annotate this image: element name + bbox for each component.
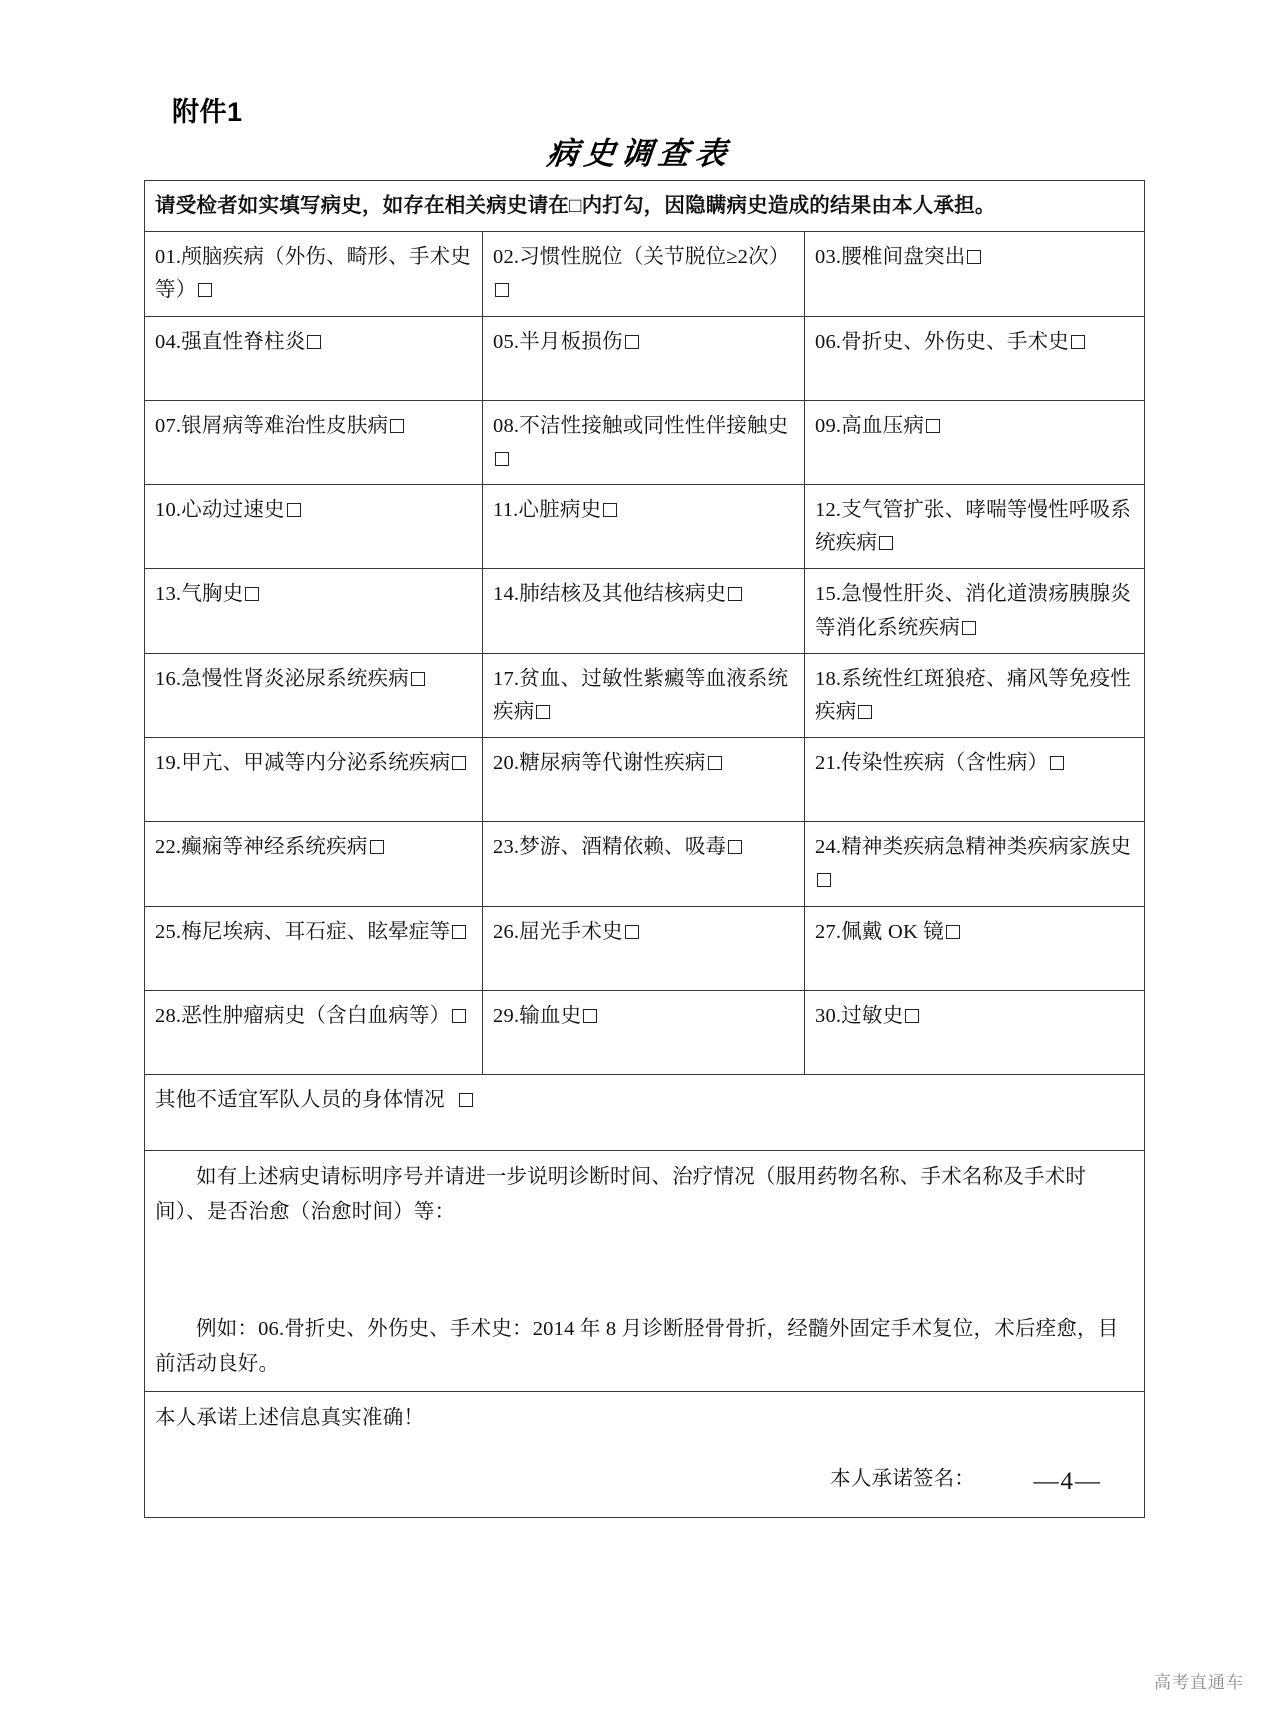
item-cell-17[interactable] — [483, 653, 805, 737]
item-cell-19[interactable] — [145, 738, 483, 822]
item-label: 习惯性脱位（关节脱位≥2次） — [519, 246, 790, 269]
checkbox-icon[interactable] — [1050, 756, 1064, 770]
item-no: 07. — [155, 414, 182, 437]
item-label: 过敏史 — [841, 1004, 904, 1027]
other-condition-label: 其他不适宜军队人员的身体情况 — [155, 1088, 445, 1111]
signature-label[interactable]: 本人承诺签名： — [830, 1468, 976, 1491]
pledge-text: 本人承诺上述信息真实准确！ — [155, 1406, 425, 1429]
table-row — [145, 316, 1145, 400]
checkbox-icon[interactable] — [452, 925, 466, 939]
table-row — [145, 232, 1145, 316]
page-number: —4— — [1033, 1468, 1102, 1495]
item-cell-27[interactable] — [805, 906, 1145, 990]
item-label: 银屑病等难治性皮肤病 — [181, 414, 389, 437]
item-label: 心动过速史 — [181, 499, 285, 522]
item-cell-14[interactable] — [483, 569, 805, 653]
item-cell-08[interactable] — [483, 400, 805, 484]
item-label: 不洁性接触或同性性伴接触史 — [519, 414, 789, 437]
pledge-row — [145, 1391, 1145, 1517]
item-label: 梅尼埃病、耳石症、眩晕症等 — [181, 920, 451, 943]
item-cell-30[interactable] — [805, 990, 1145, 1074]
item-no: 26. — [493, 920, 520, 943]
checkbox-icon[interactable] — [603, 503, 617, 517]
checkbox-icon[interactable] — [495, 452, 509, 466]
item-cell-26[interactable] — [483, 906, 805, 990]
item-label: 传染性疾病（含性病） — [841, 752, 1049, 775]
item-cell-22[interactable] — [145, 822, 483, 906]
attachment-label: 附件1 — [172, 97, 243, 127]
other-condition-row — [145, 1074, 1145, 1150]
item-cell-05[interactable] — [483, 316, 805, 400]
item-cell-06[interactable] — [805, 316, 1145, 400]
item-no: 24. — [815, 836, 842, 859]
checkbox-icon[interactable] — [452, 1009, 466, 1023]
checkbox-icon[interactable] — [967, 250, 981, 264]
instruction-text: 如有上述病史请标明序号并请进一步说明诊断时间、治疗情况（服用药物名称、手术名称及手术时间）、是否治愈（治愈时间）等： — [155, 1165, 1087, 1223]
item-cell-20[interactable] — [483, 738, 805, 822]
item-label: 梦游、酒精依赖、吸毒 — [519, 836, 727, 859]
item-no: 16. — [155, 667, 182, 690]
checkbox-icon[interactable] — [905, 1009, 919, 1023]
item-no: 11. — [493, 499, 519, 522]
checkbox-icon[interactable] — [946, 925, 960, 939]
item-label: 恶性肿瘤病史（含白血病等） — [181, 1004, 451, 1027]
checkbox-icon[interactable] — [625, 335, 639, 349]
item-no: 28. — [155, 1004, 182, 1027]
item-no: 05. — [493, 330, 520, 353]
instruction-row — [145, 1150, 1145, 1391]
item-no: 21. — [815, 752, 842, 775]
item-no: 27. — [815, 920, 842, 943]
checkbox-icon[interactable] — [583, 1009, 597, 1023]
item-no: 17. — [493, 667, 520, 690]
item-cell-03[interactable] — [805, 232, 1145, 316]
item-no: 29. — [493, 1004, 520, 1027]
checkbox-icon[interactable] — [287, 503, 301, 517]
checkbox-icon[interactable] — [708, 756, 722, 770]
item-label: 系统性红斑狼疮、痛风等免疫性疾病 — [815, 667, 1132, 724]
checkbox-icon[interactable] — [370, 840, 384, 854]
medical-history-table — [144, 180, 1145, 1518]
item-cell-24[interactable] — [805, 822, 1145, 906]
item-label: 输血史 — [519, 1004, 582, 1027]
checkbox-icon[interactable] — [390, 419, 404, 433]
checkbox-icon[interactable] — [962, 621, 976, 635]
other-condition-cell[interactable] — [145, 1074, 1145, 1150]
checkbox-icon[interactable] — [728, 840, 742, 854]
item-cell-12[interactable] — [805, 485, 1145, 569]
item-no: 04. — [155, 330, 182, 353]
item-label: 急慢性肝炎、消化道溃疡胰腺炎等消化系统疾病 — [815, 583, 1132, 639]
table-row — [145, 738, 1145, 822]
notice-row — [145, 181, 1145, 232]
item-label: 肺结核及其他结核病史 — [519, 583, 727, 606]
table-row — [145, 653, 1145, 737]
item-label: 急慢性肾炎泌尿系统疾病 — [181, 667, 409, 690]
checkbox-icon[interactable] — [1071, 335, 1085, 349]
item-cell-28[interactable] — [145, 990, 483, 1074]
pledge-cell[interactable] — [145, 1391, 1145, 1517]
checkbox-icon[interactable] — [858, 705, 872, 719]
item-cell-10[interactable] — [145, 485, 483, 569]
item-label: 强直性脊柱炎 — [181, 330, 306, 353]
item-no: 06. — [815, 330, 842, 353]
table-row — [145, 485, 1145, 569]
checkbox-icon[interactable] — [245, 587, 259, 601]
checkbox-icon[interactable] — [625, 925, 639, 939]
item-cell-21[interactable] — [805, 738, 1145, 822]
item-cell-01[interactable] — [145, 232, 483, 316]
item-cell-13[interactable] — [145, 569, 483, 653]
item-label: 半月板损伤 — [519, 330, 623, 353]
item-cell-25[interactable] — [145, 906, 483, 990]
item-no: 14. — [493, 583, 520, 606]
item-cell-09[interactable] — [805, 400, 1145, 484]
item-no: 13. — [155, 583, 182, 606]
item-cell-11[interactable] — [483, 485, 805, 569]
notice-text: 请受检者如实填写病史，如存在相关病史请在□内打勾，因隐瞒病史造成的结果由本人承担。 — [145, 181, 1145, 232]
item-no: 18. — [815, 667, 842, 690]
item-label: 支气管扩张、哮喘等慢性呼吸系统疾病 — [815, 499, 1132, 555]
checkbox-icon[interactable] — [495, 283, 509, 297]
table-row — [145, 400, 1145, 484]
item-no: 23. — [493, 836, 520, 859]
item-cell-04[interactable] — [145, 316, 483, 400]
item-no: 01. — [155, 246, 182, 269]
table-row — [145, 990, 1145, 1074]
item-no: 19. — [155, 752, 182, 775]
item-cell-07[interactable] — [145, 400, 483, 484]
checkbox-icon[interactable] — [307, 335, 321, 349]
item-no: 08. — [493, 414, 520, 437]
item-no: 20. — [493, 752, 520, 775]
item-label: 屈光手术史 — [519, 920, 623, 943]
item-label: 骨折史、外伤史、手术史 — [841, 330, 1069, 353]
table-row — [145, 569, 1145, 653]
checkbox-icon[interactable] — [817, 873, 831, 887]
item-cell-29[interactable] — [483, 990, 805, 1074]
table-row — [145, 906, 1145, 990]
checkbox-icon[interactable] — [198, 283, 212, 297]
item-label: 癫痫等神经系统疾病 — [181, 836, 368, 859]
example-text: 例如：06.骨折史、外伤史、手术史：2014 年 8 月诊断胫骨骨折，经髓外固定手术复位，术后痊愈，目前活动良好。 — [155, 1318, 1119, 1376]
item-label: 腰椎间盘突出 — [841, 246, 966, 269]
item-label: 佩戴 OK 镜 — [841, 920, 944, 943]
item-label: 精神类疾病急精神类疾病家族史 — [841, 836, 1132, 859]
watermark: 高考直通车 — [1154, 1673, 1244, 1692]
checkbox-icon[interactable] — [879, 536, 893, 550]
item-no: 10. — [155, 499, 182, 522]
item-label: 甲亢、甲减等内分泌系统疾病 — [181, 752, 451, 775]
item-cell-16[interactable] — [145, 653, 483, 737]
item-no: 22. — [155, 836, 182, 859]
page-title: 病史调查表 — [545, 136, 735, 171]
item-no: 30. — [815, 1004, 842, 1027]
item-no: 02. — [493, 246, 520, 269]
item-label: 高血压病 — [841, 414, 925, 437]
item-label: 颅脑疾病（外伤、畸形、手术史等） — [155, 246, 472, 302]
item-no: 25. — [155, 920, 182, 943]
item-cell-15[interactable] — [805, 569, 1145, 653]
checkbox-icon[interactable] — [411, 672, 425, 686]
item-no: 09. — [815, 414, 842, 437]
checkbox-icon[interactable] — [459, 1093, 473, 1107]
item-label: 心脏病史 — [518, 499, 602, 522]
item-cell-02[interactable] — [483, 232, 805, 316]
instruction-cell[interactable] — [145, 1150, 1145, 1391]
item-cell-23[interactable] — [483, 822, 805, 906]
table-row — [145, 822, 1145, 906]
item-no: 03. — [815, 246, 842, 269]
checkbox-icon[interactable] — [728, 587, 742, 601]
item-label: 糖尿病等代谢性疾病 — [519, 752, 706, 775]
checkbox-icon[interactable] — [452, 756, 466, 770]
item-cell-18[interactable] — [805, 653, 1145, 737]
item-label: 贫血、过敏性紫癜等血液系统疾病 — [493, 667, 789, 724]
item-label: 气胸史 — [181, 583, 244, 606]
item-no: 15. — [815, 583, 842, 606]
item-no: 12. — [815, 499, 842, 522]
checkbox-icon[interactable] — [926, 419, 940, 433]
checkbox-icon[interactable] — [536, 705, 550, 719]
